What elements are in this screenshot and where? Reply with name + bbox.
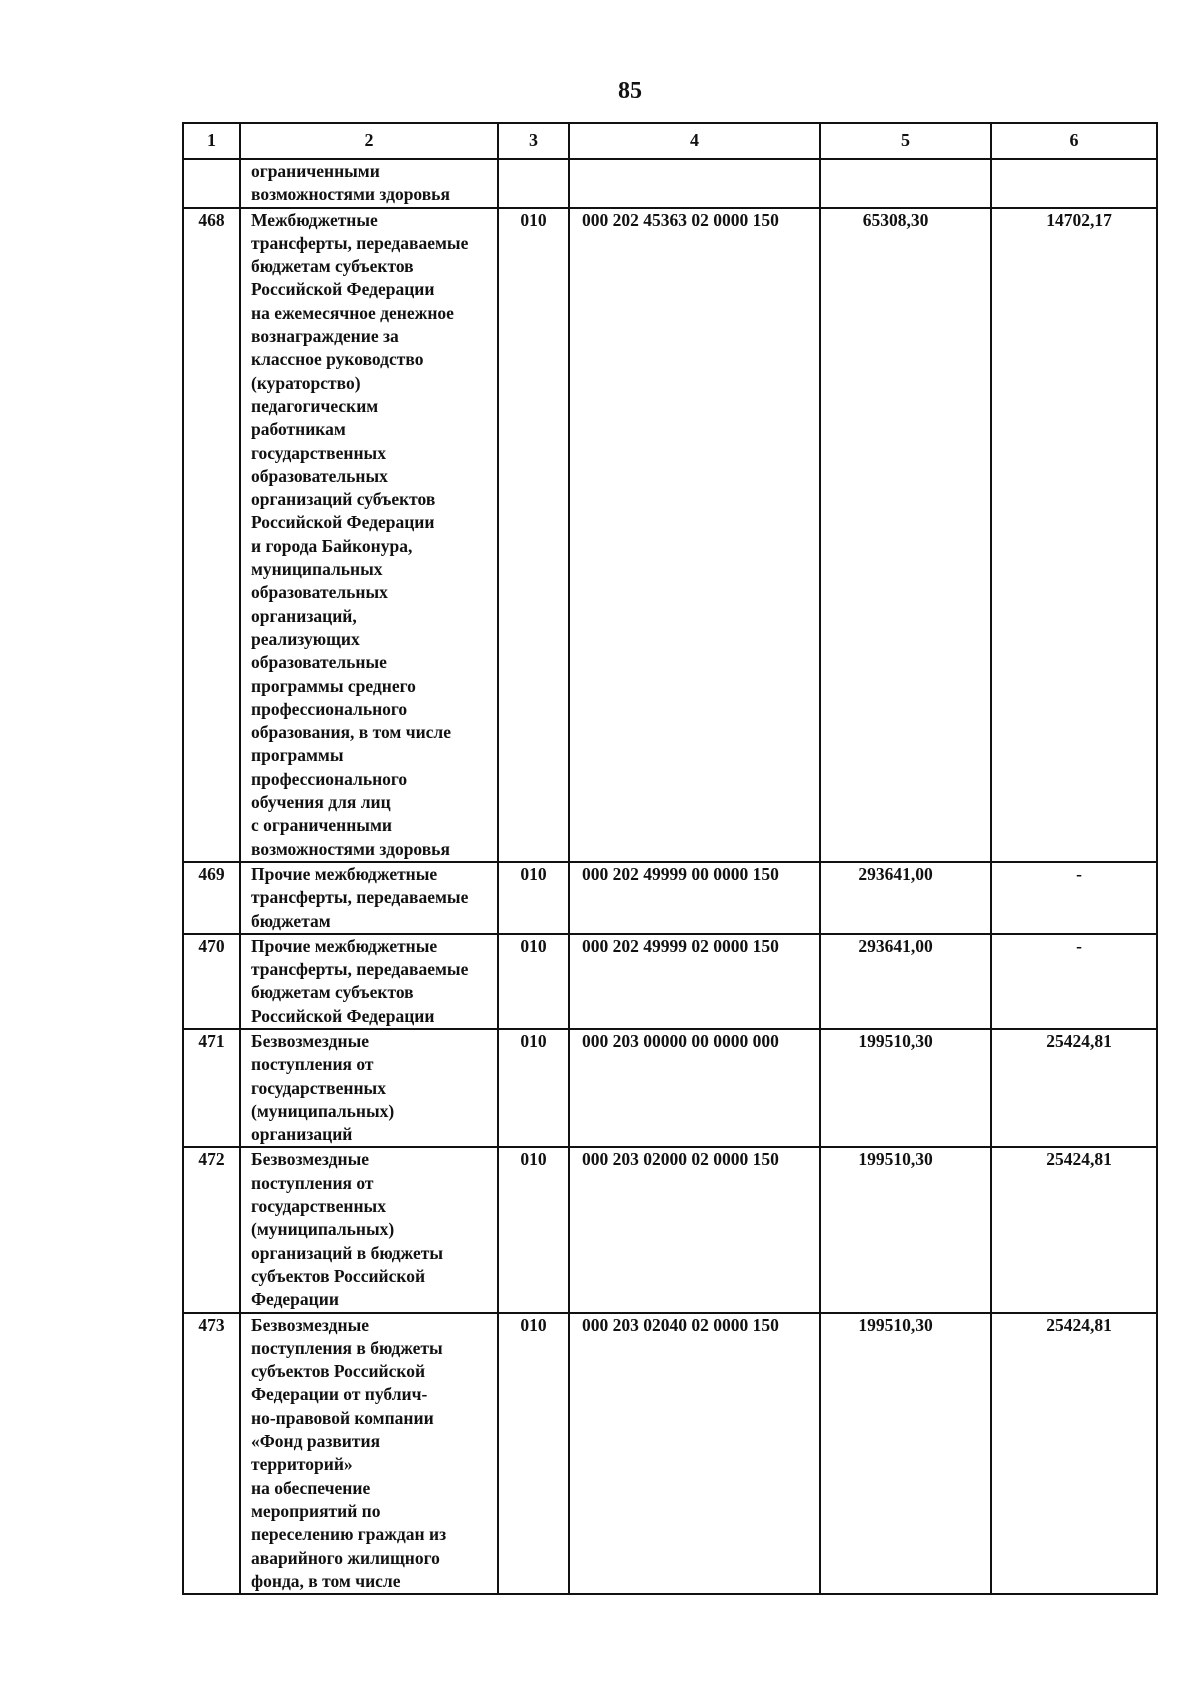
row-code <box>498 159 569 208</box>
row-sum-col5: 293641,00 <box>820 934 991 1029</box>
header-col-3: 3 <box>498 123 569 159</box>
budget-table <box>182 122 1158 1595</box>
row-name: ограниченными возможностями здоровья <box>240 159 498 208</box>
row-number <box>183 159 240 208</box>
table-row <box>183 1313 1157 1595</box>
header-col-4: 4 <box>569 123 820 159</box>
row-code: 010 <box>498 1147 569 1312</box>
row-name: Безвозмездные поступления от государственных (муниципальных) организаций в бюджеты субъектов Российской Федерации <box>240 1147 498 1312</box>
row-kbk: 000 202 45363 02 0000 150 <box>569 208 820 862</box>
header-col-5: 5 <box>820 123 991 159</box>
table-row <box>183 1147 1157 1312</box>
table-row <box>183 159 1157 208</box>
row-kbk: 000 202 49999 02 0000 150 <box>569 934 820 1029</box>
row-kbk: 000 203 00000 00 0000 000 <box>569 1029 820 1147</box>
table-row <box>183 1029 1157 1147</box>
row-kbk <box>569 159 820 208</box>
row-number: 472 <box>183 1147 240 1312</box>
row-code: 010 <box>498 934 569 1029</box>
row-name: Безвозмездные поступления от государственных (муниципальных) организаций <box>240 1029 498 1147</box>
row-code: 010 <box>498 208 569 862</box>
row-sum-col6 <box>991 159 1157 208</box>
row-sum-col6: 14702,17 <box>991 208 1157 862</box>
row-kbk: 000 203 02040 02 0000 150 <box>569 1313 820 1595</box>
row-number: 469 <box>183 862 240 934</box>
row-number: 470 <box>183 934 240 1029</box>
header-col-6: 6 <box>991 123 1157 159</box>
table-row <box>183 862 1157 934</box>
row-code: 010 <box>498 1029 569 1147</box>
row-sum-col5 <box>820 159 991 208</box>
page-number: 85 <box>618 78 642 104</box>
row-sum-col5: 65308,30 <box>820 208 991 862</box>
row-number: 468 <box>183 208 240 862</box>
row-number: 473 <box>183 1313 240 1595</box>
row-name: Безвозмездные поступления в бюджеты субъектов Российской Федерации от публич- но-правовой компании «Фонд развития территорий» на обеспечение мероприятий по переселению граждан из аварийного жилищного фонда, в том числе <box>240 1313 498 1595</box>
row-sum-col6: 25424,81 <box>991 1029 1157 1147</box>
row-sum-col6: - <box>991 862 1157 934</box>
row-sum-col5: 199510,30 <box>820 1313 991 1595</box>
header-row <box>183 123 1157 159</box>
row-sum-col5: 293641,00 <box>820 862 991 934</box>
row-sum-col6: - <box>991 934 1157 1029</box>
row-kbk: 000 202 49999 00 0000 150 <box>569 862 820 934</box>
row-sum-col6: 25424,81 <box>991 1313 1157 1595</box>
row-sum-col5: 199510,30 <box>820 1029 991 1147</box>
table-row <box>183 934 1157 1029</box>
header-col-2: 2 <box>240 123 498 159</box>
row-code: 010 <box>498 1313 569 1595</box>
row-number: 471 <box>183 1029 240 1147</box>
row-kbk: 000 203 02000 02 0000 150 <box>569 1147 820 1312</box>
table-row <box>183 208 1157 862</box>
row-name: Прочие межбюджетные трансферты, передаваемые бюджетам субъектов Российской Федерации <box>240 934 498 1029</box>
header-col-1: 1 <box>183 123 240 159</box>
row-name: Межбюджетные трансферты, передаваемые бюджетам субъектов Российской Федерации на ежемесячное денежное вознаграждение за классное руководство (кураторство) педагогическим работникам государственных образовательных организаций субъектов Российской Федерации и города Байконура, муниципальных образовательных организаций, реализующих образовательные программы среднего профессионального образования, в том числе программы профессионального обучения для лиц с ограниченными возможностями здоровья <box>240 208 498 862</box>
row-code: 010 <box>498 862 569 934</box>
row-sum-col6: 25424,81 <box>991 1147 1157 1312</box>
row-sum-col5: 199510,30 <box>820 1147 991 1312</box>
row-name: Прочие межбюджетные трансферты, передаваемые бюджетам <box>240 862 498 934</box>
